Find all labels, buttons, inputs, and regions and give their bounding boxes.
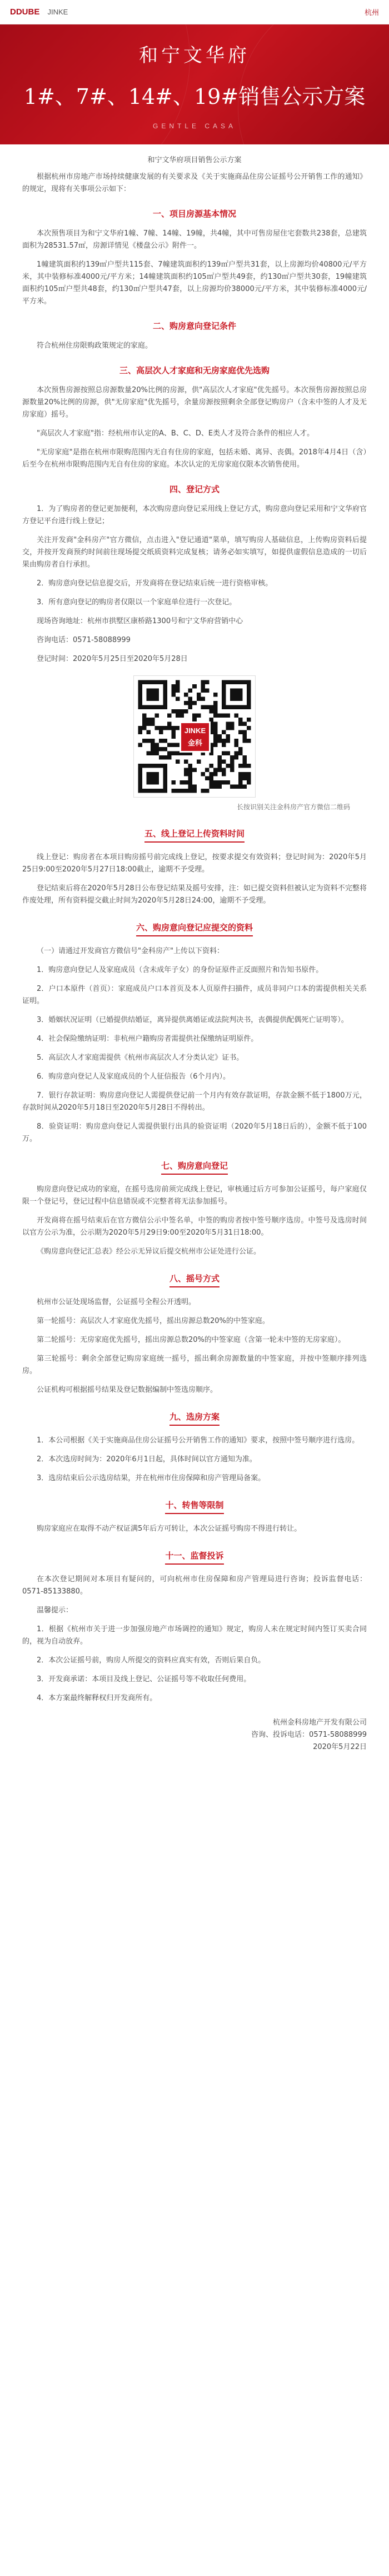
brand-sub: JINKE (47, 8, 68, 16)
footer-phone: 咨询、投诉电话：0571-58088999 (251, 1731, 367, 1739)
section-title: 二、购房意向登记条件 (152, 321, 236, 331)
section-paragraph: 《购房意向登记汇总表》经公示无异议后提交杭州市公证处进行公证。 (37, 1247, 261, 1256)
section-paragraph: 1幢建筑面积约139㎡户型共115套、7幢建筑面积约139㎡户型共31套，以上房源均价40800元/平方米，其中装修标准4000元/平方米；14幢建筑面积约105㎡户型共49套，约130㎡户型共30套，19幢建筑面积约105㎡户型共48套，约130㎡户型共47套，以上房源均价38000元/平方米，其中装修标准4000元/平方米。 (22, 260, 367, 305)
section-paragraph: 开发商将在摇号结束后在官方微信公示中签名单，中签的购房者按中签号顺序选房。中签号及选房时间以官方公示为准，公示期为2020年5月29日9:00至2020年5月31日18:00。 (22, 1216, 367, 1237)
section-paragraph: 符合杭州住房限购政策规定的家庭。 (37, 342, 153, 350)
top-bar (0, 0, 389, 24)
brand-name: DDUBE (10, 7, 40, 17)
section-paragraph: 2．本次公证摇号前，购房人所提交的资料应真实有效，否则后果自负。 (37, 1656, 266, 1665)
section-title: 三、高层次人才家庭和无房家庭优先选购 (119, 365, 270, 375)
qr-code-block (22, 675, 367, 813)
sections-part-2 (22, 828, 367, 1705)
english-subtitle: GENTLE CASA (152, 122, 237, 130)
section-paragraph: （一）请通过开发商官方微信号"金科房产"上传以下资料： (37, 947, 224, 955)
section-paragraph: 杭州市公证处现场监督，公证摇号全程公开透明。 (37, 1298, 196, 1306)
section-title: 四、登记方式 (169, 484, 220, 494)
section-paragraph: 第一轮摇号：高层次人才家庭优先摇号，摇出房源总数20%的中签家庭。 (37, 1317, 270, 1325)
section-paragraph: 登记时间：2020年5月25日至2020年5月28日 (37, 655, 188, 663)
section-paragraph: 8．验资证明：购房意向登记人需提供银行出具的验资证明（2020年5月18日后的），金额不低于100万。 (22, 1122, 367, 1143)
qr-logo: JINKE金科 (179, 721, 211, 753)
section-paragraph: 4．本方案最终解释权归开发商所有。 (37, 1694, 157, 1702)
section-paragraph: 登记结束后将在2020年5月28日公布登记结果及摇号安排，注：如已提交资料但被认定为资料不完整将作废处理，所有资料提交截止时间为2020年5月28日24:00，逾期不予受理。 (22, 884, 367, 905)
section-paragraph: 第三轮摇号：剩余全部登记购房家庭统一摇号，摇出剩余房源数量的中签家庭，并按中签顺序排列选房。 (22, 1355, 367, 1375)
section-paragraph: 第二轮摇号：无房家庭优先摇号，摇出房源总数20%的中签家庭（含第一轮未中签的无房家庭）。 (37, 1336, 346, 1344)
section-title: 十一、监督投诉 (165, 1550, 223, 1565)
section-paragraph: 购房家庭应在取得不动产权证满5年后方可转让，本次公证摇号购房不得进行转让。 (37, 1525, 302, 1533)
page-title: 1#、7#、14#、19#销售公示方案 (23, 84, 366, 109)
project-name: 和宁文华府 (139, 44, 250, 67)
section-paragraph: 1．为了购房者的登记更加便利，本次购房意向登记采用线上登记方式，购房意向登记采用和宁文华府官方登记平台进行线上登记； (22, 505, 367, 525)
section-paragraph: 7．银行存款证明：购房意向登记人需提供登记前一个月内有效存款证明，存款金额不低于1800万元，存款时间从2020年5月18日至2020年5月28日不得转出。 (22, 1091, 367, 1112)
section-paragraph: 线上登记：购房者在本项目购房摇号前完成线上登记，按要求提交有效资料；登记时间为：2020年5月25日9:00至2020年5月27日18:00截止，逾期不予受理。 (22, 853, 367, 874)
section-paragraph: "无房家庭"是指在杭州市限购范围内无自有住房的家庭，包括未婚、离异、丧偶。2018年4月4日（含）后至今在杭州市限购范围内无自有住房的家庭。本次认定的无房家庭仅限本次销售使用。 (22, 448, 367, 469)
intro-title: 和宁文华府项目销售公示方案 (147, 156, 242, 164)
section-paragraph: 3．选房结束后公示选房结果，并在杭州市住房保障和房产管理局备案。 (37, 1474, 266, 1482)
section-paragraph: 2．购房意向登记信息提交后，开发商将在登记结束后统一进行资格审核。 (37, 579, 273, 588)
section-paragraph: "高层次人才家庭"指：经杭州市认定的A、B、C、D、E类人才及符合条件的相应人才。 (37, 429, 315, 438)
qr-caption: 长按识别关注金科房产官方微信二维码 (236, 803, 350, 811)
sections-part-1 (22, 208, 367, 665)
section-paragraph: 2．本次选房时间为：2020年6月1日起，具体时间以官方通知为准。 (37, 1455, 257, 1464)
section-title: 八、摇号方式 (169, 1272, 220, 1287)
section-title: 一、项目房源基本情况 (152, 209, 236, 219)
section-paragraph: 1．购房意向登记人及家庭成员（含未成年子女）的身份证原件正反面照片和告知书原件。 (37, 966, 323, 974)
section-title: 七、购房意向登记 (161, 1160, 228, 1175)
section-paragraph: 1．根据《杭州市关于进一步加强房地产市场调控的通知》规定，购房人未在规定时间内签订买卖合同的，视为自动放弃。 (22, 1625, 367, 1646)
section-paragraph: 3．开发商承诺：本项目及线上登记、公证摇号等不收取任何费用。 (37, 1675, 251, 1683)
content (0, 144, 389, 1765)
section-paragraph: 公证机构可根据摇号结果及登记数据编制中签选房顺序。 (37, 1386, 218, 1394)
footer-company: 杭州金科房地产开发有限公司 (272, 1718, 367, 1727)
section-paragraph: 在本次登记期间对本项目有疑问的，可向杭州市住房保障和房产管理局进行咨询；投诉监督电话：0571-85133880。 (22, 1575, 367, 1596)
section-title: 十、转售等限制 (165, 1499, 223, 1514)
section-paragraph: 关注开发商"金科房产"官方微信，点击进入"登记通道"菜单，填写购房人基础信息，上传购房资料后提交，并按开发商预约时间前往现场提交纸质资料完成复核；请务必如实填写，如提供虚假信息造成的一切后果由购房者自行承担。 (22, 536, 367, 569)
section-paragraph: 温馨提示： (37, 1606, 73, 1615)
footer (22, 1717, 367, 1765)
section-title: 九、选房方案 (169, 1411, 220, 1426)
brand-logo[interactable] (10, 7, 68, 17)
section-paragraph: 4．社会保险缴纳证明：非杭州户籍购房者需提供社保缴纳证明原件。 (37, 1035, 258, 1043)
footer-date: 2020年5月22日 (313, 1743, 367, 1751)
hero-banner (0, 24, 389, 144)
section-paragraph: 咨询电话：0571-58088999 (37, 636, 131, 644)
section-title: 五、线上登记上传资料时间 (144, 828, 245, 843)
section-paragraph: 3．婚姻状况证明（已婚提供结婚证，离异提供离婚证或法院判决书，丧偶提供配偶死亡证明等）。 (37, 1016, 348, 1024)
city-label[interactable]: 杭州 (364, 9, 379, 17)
section-paragraph: 3．所有意向登记的购房者仅限以一个家庭单位进行一次登记。 (37, 598, 237, 607)
section-paragraph: 本次预售项目为和宁文华府1幢、7幢、14幢、19幢，共4幢，其中可售房屋住宅套数共238套，总建筑面积为28531.57㎡，房源详情见《楼盘公示》附件一。 (22, 229, 367, 250)
intro-text: 根据杭州市房地产市场持续健康发展的有关要求及《关于实施商品住房公证摇号公开销售工作的通知》的规定，现将有关事项公示如下： (22, 173, 367, 193)
section-title: 六、购房意向登记应提交的资料 (136, 921, 253, 936)
section-paragraph: 2．户口本原件（首页）：家庭成员户口本首页及本人页原件扫描件，成员非同户口本的需提供相关关系证明。 (22, 985, 367, 1005)
section-paragraph: 5．高层次人才家庭需提供《杭州市高层次人才分类认定》证书。 (37, 1054, 244, 1062)
section-paragraph: 本次预售房源按照总房源数量20%比例的房源，供"高层次人才家庭"优先摇号。本次预售房源按照总房源数量20%比例的房源，供"无房家庭"优先摇号，余量房源按照剩余全部登记购房户（含未中签的人才及无房家庭）摇号。 (22, 386, 367, 419)
section-paragraph: 购房意向登记成功的家庭，在摇号选房前须完成线上登记，审核通过后方可参加公证摇号，每户家庭仅限一个登记号，登记过程中信息错误或不完整者将无法参加摇号。 (22, 1185, 367, 1206)
qr-code[interactable] (133, 675, 256, 798)
section-paragraph: 6．购房意向登记人及家庭成员的个人征信报告（6个月内）。 (37, 1073, 231, 1081)
section-paragraph: 现场咨询地址：杭州市拱墅区康桥路1300号和宁文华府营销中心 (37, 617, 243, 625)
section-paragraph: 1．本公司根据《关于实施商品住房公证摇号公开销售工作的通知》要求，按照中签号顺序进行选房。 (37, 1436, 360, 1445)
